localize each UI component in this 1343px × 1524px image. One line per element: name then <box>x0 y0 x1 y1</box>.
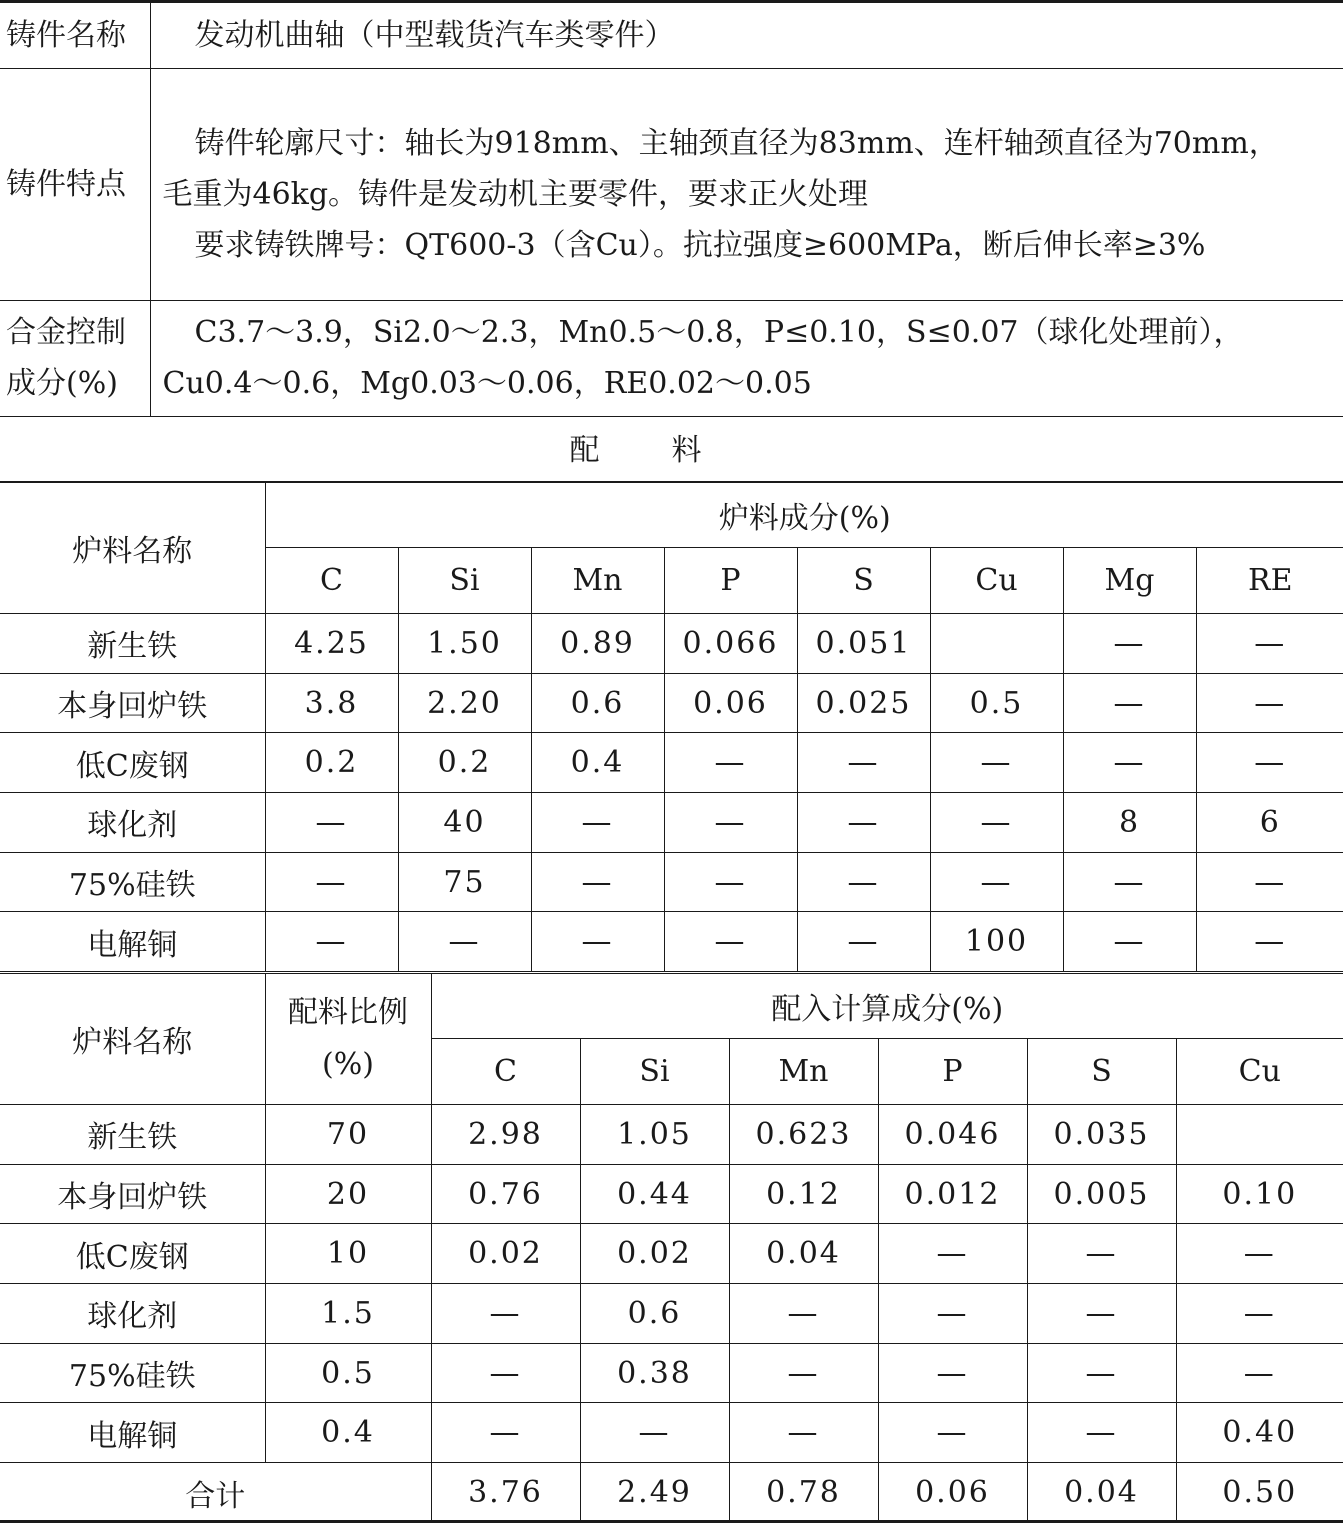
comp-cell: — <box>531 852 664 912</box>
comp-col-header: Si <box>398 548 531 614</box>
charge-composition-table <box>0 482 1343 972</box>
comp-cell: 4.25 <box>265 614 398 674</box>
calc-ratio-header-line-2: (%) <box>322 1047 374 1082</box>
calc-cell: — <box>1027 1284 1176 1344</box>
comp-cell: — <box>664 733 797 793</box>
calc-total-label: 合计 <box>0 1463 431 1523</box>
calc-cell: 0.38 <box>580 1343 729 1403</box>
calc-table-row <box>0 1105 1343 1165</box>
comp-row-name: 电解铜 <box>0 912 265 972</box>
comp-cell: — <box>930 852 1063 912</box>
calc-total-row <box>0 1463 1343 1523</box>
calc-cell: — <box>729 1343 878 1403</box>
calc-cell: — <box>729 1284 878 1344</box>
calc-table-row <box>0 1343 1343 1403</box>
comp-cell: — <box>664 912 797 972</box>
comp-cell: 0.4 <box>531 733 664 793</box>
comp-col-header: S <box>797 548 930 614</box>
calc-row-ratio: 10 <box>265 1224 431 1284</box>
comp-cell: — <box>398 912 531 972</box>
calc-row-ratio: 1.5 <box>265 1284 431 1344</box>
alloy-control-row <box>0 300 1343 416</box>
calc-total-cell: 0.78 <box>729 1463 878 1523</box>
calc-cell: 0.005 <box>1027 1164 1176 1224</box>
comp-cell: — <box>1196 733 1343 793</box>
calc-cell: — <box>1176 1224 1343 1284</box>
alloy-label-line-1: 合金控制 <box>6 315 126 350</box>
casting-features-label: 铸件特点 <box>0 68 150 300</box>
comp-cell: — <box>1196 852 1343 912</box>
calc-total-cell: 3.76 <box>431 1463 580 1523</box>
comp-row-name: 球化剂 <box>0 793 265 853</box>
comp-cell: — <box>1063 614 1196 674</box>
alloy-label-line-2: 成分(%) <box>6 366 118 401</box>
calc-table-row <box>0 1164 1343 1224</box>
comp-table-row <box>0 912 1343 972</box>
calc-row-ratio: 0.5 <box>265 1343 431 1403</box>
comp-cell: 0.06 <box>664 673 797 733</box>
alloy-line-1: C3.7～3.9，Si2.0～2.3，Mn0.5～0.8，P≤0.10，S≤0.07（球化处理前）， <box>194 315 1244 350</box>
comp-body <box>0 614 1343 972</box>
comp-col-header: C <box>265 548 398 614</box>
casting-features-row <box>0 68 1343 300</box>
calc-body <box>0 1105 1343 1523</box>
comp-col-header: Mg <box>1063 548 1196 614</box>
calc-cell: — <box>431 1403 580 1463</box>
calc-cell: 0.40 <box>1176 1403 1343 1463</box>
calc-cell: — <box>878 1284 1027 1344</box>
calc-row-name: 本身回炉铁 <box>0 1164 265 1224</box>
calc-col-header: Mn <box>729 1039 878 1105</box>
calc-cell: — <box>1176 1284 1343 1344</box>
comp-cell: 6 <box>1196 793 1343 853</box>
calc-row-ratio: 70 <box>265 1105 431 1165</box>
calc-total-cell: 0.50 <box>1176 1463 1343 1523</box>
comp-cell: — <box>930 793 1063 853</box>
comp-table-row <box>0 673 1343 733</box>
comp-cell: — <box>1196 673 1343 733</box>
comp-cell: — <box>531 793 664 853</box>
comp-cell: 2.20 <box>398 673 531 733</box>
calc-col-header: C <box>431 1039 580 1105</box>
comp-cell: 0.2 <box>265 733 398 793</box>
calc-cell: 0.623 <box>729 1105 878 1165</box>
comp-row-name: 新生铁 <box>0 614 265 674</box>
comp-row-name: 低C废钢 <box>0 733 265 793</box>
comp-cell: — <box>265 793 398 853</box>
comp-cell: — <box>1063 673 1196 733</box>
calc-total-cell: 0.06 <box>878 1463 1027 1523</box>
calc-cell: 0.046 <box>878 1105 1027 1165</box>
calc-row-ratio: 0.4 <box>265 1403 431 1463</box>
comp-cell: 75 <box>398 852 531 912</box>
calc-cell: — <box>431 1343 580 1403</box>
comp-col-header: RE <box>1196 548 1343 614</box>
comp-cell: 0.066 <box>664 614 797 674</box>
comp-col-header: Mn <box>531 548 664 614</box>
calc-row-name: 电解铜 <box>0 1403 265 1463</box>
calc-cell: 0.76 <box>431 1164 580 1224</box>
comp-table-row <box>0 733 1343 793</box>
calc-cell: — <box>729 1403 878 1463</box>
comp-table-row <box>0 852 1343 912</box>
casting-header-table <box>0 3 1343 417</box>
calc-row-name: 新生铁 <box>0 1105 265 1165</box>
comp-cell: — <box>797 852 930 912</box>
alloy-line-2: Cu0.4～0.6，Mg0.03～0.06，RE0.02～0.05 <box>162 366 812 401</box>
comp-table-row <box>0 793 1343 853</box>
calc-cell <box>1176 1105 1343 1165</box>
calc-cell: — <box>878 1343 1027 1403</box>
calculated-composition-table <box>0 973 1343 1522</box>
calc-cell: — <box>1027 1343 1176 1403</box>
comp-cell: — <box>664 793 797 853</box>
comp-cell: — <box>265 852 398 912</box>
comp-cell: — <box>797 912 930 972</box>
comp-cell: — <box>930 733 1063 793</box>
casting-name-value: 发动机曲轴（中型载货汽车类零件） <box>194 17 675 53</box>
calc-group-header: 配入计算成分(%) <box>431 974 1343 1039</box>
comp-row-name: 75%硅铁 <box>0 852 265 912</box>
calc-cell: 0.12 <box>729 1164 878 1224</box>
calc-table-row <box>0 1403 1343 1463</box>
comp-cell: 0.2 <box>398 733 531 793</box>
calc-table-row <box>0 1224 1343 1284</box>
calc-total-cell: 0.04 <box>1027 1463 1176 1523</box>
calc-row-name: 球化剂 <box>0 1284 265 1344</box>
calc-cell: — <box>580 1403 729 1463</box>
features-line-3: 要求铸铁牌号：QT600-3（含Cu）。抗拉强度≥600MPa，断后伸长率≥3% <box>194 227 1206 263</box>
comp-name-header: 炉料名称 <box>0 483 265 614</box>
section-title: 配料 <box>0 416 1343 482</box>
comp-cell: 100 <box>930 912 1063 972</box>
calc-cell: 0.02 <box>431 1224 580 1284</box>
calc-cell: 0.10 <box>1176 1164 1343 1224</box>
comp-col-header: P <box>664 548 797 614</box>
comp-cell: — <box>797 793 930 853</box>
comp-col-header: Cu <box>930 548 1063 614</box>
calc-cell: — <box>1176 1343 1343 1403</box>
calc-table-row <box>0 1284 1343 1344</box>
comp-cell: 0.051 <box>797 614 930 674</box>
calc-col-header: S <box>1027 1039 1176 1105</box>
calc-cell: 0.012 <box>878 1164 1027 1224</box>
comp-cell: 0.5 <box>930 673 1063 733</box>
calc-cell: 1.05 <box>580 1105 729 1165</box>
calc-cell: — <box>431 1284 580 1344</box>
calc-cell: — <box>878 1403 1027 1463</box>
calc-cell: 0.02 <box>580 1224 729 1284</box>
comp-group-header: 炉料成分(%) <box>265 483 1343 548</box>
calc-cell: 0.035 <box>1027 1105 1176 1165</box>
comp-table-row <box>0 614 1343 674</box>
calc-row-ratio: 20 <box>265 1164 431 1224</box>
comp-cell: — <box>1063 733 1196 793</box>
casting-name-label: 铸件名称 <box>0 3 150 68</box>
calc-col-header: Cu <box>1176 1039 1343 1105</box>
features-line-2: 毛重为46kg。铸件是发动机主要零件，要求正火处理 <box>162 176 869 212</box>
comp-cell: — <box>265 912 398 972</box>
calc-cell: 0.44 <box>580 1164 729 1224</box>
comp-cell: — <box>1063 912 1196 972</box>
comp-cell: — <box>1196 912 1343 972</box>
comp-cell: 1.50 <box>398 614 531 674</box>
comp-cell: — <box>1196 614 1343 674</box>
comp-cell: — <box>1063 852 1196 912</box>
comp-cell: 3.8 <box>265 673 398 733</box>
calc-cell: 2.98 <box>431 1105 580 1165</box>
calc-ratio-header-line-1: 配料比例 <box>288 995 408 1030</box>
calc-total-cell: 2.49 <box>580 1463 729 1523</box>
calc-cell: 0.6 <box>580 1284 729 1344</box>
calc-cell: — <box>1027 1403 1176 1463</box>
comp-cell: — <box>531 912 664 972</box>
comp-cell: 0.025 <box>797 673 930 733</box>
calc-cell: — <box>878 1224 1027 1284</box>
calc-col-header: Si <box>580 1039 729 1105</box>
calc-cell: 0.04 <box>729 1224 878 1284</box>
comp-cell: 0.6 <box>531 673 664 733</box>
calc-row-name: 低C废钢 <box>0 1224 265 1284</box>
calc-cell: — <box>1027 1224 1176 1284</box>
comp-cell: — <box>664 852 797 912</box>
comp-cell: 0.89 <box>531 614 664 674</box>
bottom-rule <box>0 1520 1343 1523</box>
calc-name-header: 炉料名称 <box>0 974 265 1105</box>
comp-cell <box>930 614 1063 674</box>
comp-row-name: 本身回炉铁 <box>0 673 265 733</box>
comp-cell: — <box>797 733 930 793</box>
comp-cell: 8 <box>1063 793 1196 853</box>
features-line-1: 铸件轮廓尺寸：轴长为918mm、主轴颈直径为83mm、连杆轴颈直径为70mm， <box>194 125 1279 161</box>
casting-name-row <box>0 3 1343 68</box>
calc-row-name: 75%硅铁 <box>0 1343 265 1403</box>
comp-cell: 40 <box>398 793 531 853</box>
calc-col-header: P <box>878 1039 1027 1105</box>
